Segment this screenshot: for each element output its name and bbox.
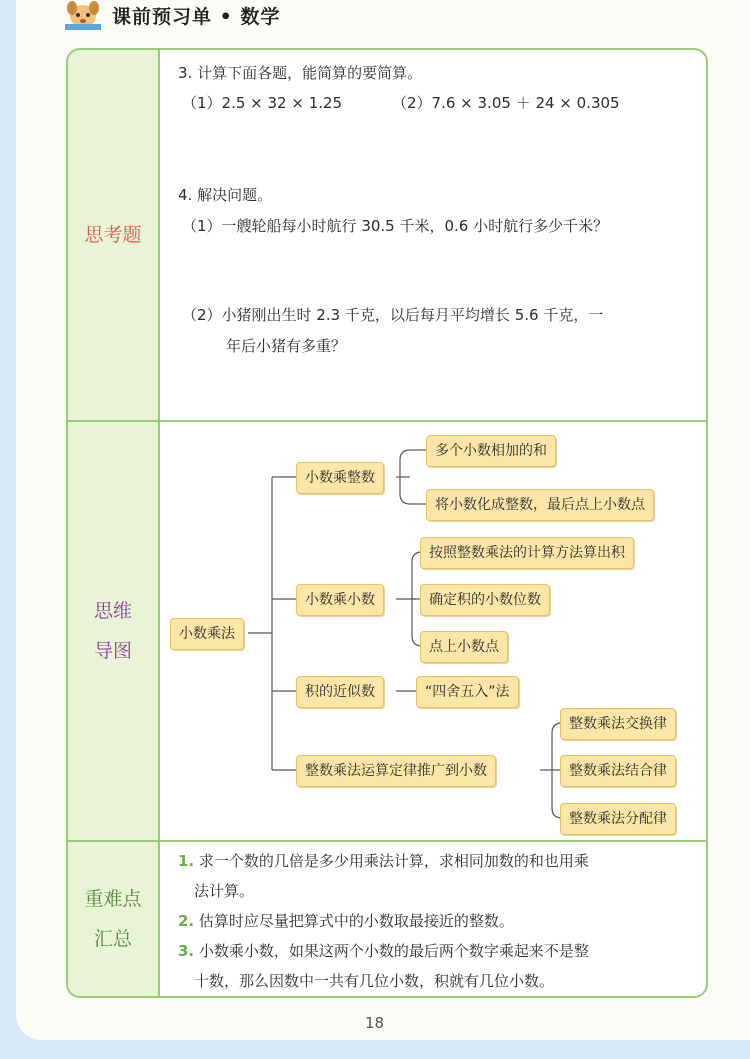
summary-point-3-line-1: [178, 940, 589, 961]
mindmap-branch-2: 小数乘小数: [296, 584, 384, 616]
mindmap-content: [160, 422, 706, 840]
summary-label-line-1: 重难点: [84, 888, 142, 910]
summary-point-3-line-2: 十数，那么因数中一共有几位小数，积就有几位小数。: [194, 972, 555, 990]
summary-point-2: [178, 910, 514, 931]
summary-point-1-text-a: 求一个数的几倍是多少用乘法计算，求相同加数的和也用乘: [198, 852, 589, 870]
mindmap-branch-4-leaf-1: 整数乘法交换律: [560, 708, 676, 740]
page-number: 18: [365, 1014, 385, 1032]
summary-point-1-line-1: [178, 850, 589, 871]
question-4-title: 4. 解决问题。: [178, 186, 273, 204]
mindmap-label-line-2: 导图: [93, 640, 132, 662]
question-3-part-2: （2）7.6 × 3.05 ＋ 24 × 0.305: [392, 94, 620, 112]
summary-point-3-text-a: 小数乘小数，如果这两个小数的最后两个数字乘起来不是整: [198, 942, 589, 960]
mindmap-branch-4-leaf-2: 整数乘法结合律: [560, 755, 676, 787]
summary-section: [68, 842, 706, 996]
summary-label-line-2: 汇总: [93, 928, 132, 950]
thinking-section: [68, 50, 706, 420]
question-4-part-2-line-1: （2）小猪刚出生时 2.3 千克，以后每月平均增长 5.6 千克，一: [182, 306, 604, 324]
mindmap-branch-4-leaf-3: 整数乘法分配律: [560, 803, 676, 835]
mindmap-branch-3: 积的近似数: [296, 676, 384, 708]
thinking-label: 思考题: [84, 224, 142, 246]
question-3-part-1: （1）2.5 × 32 × 1.25: [182, 94, 343, 112]
mindmap-branch-1: 小数乘整数: [296, 462, 384, 494]
mindmap-branch-1-leaf-2: 将小数化成整数，最后点上小数点: [426, 489, 654, 521]
mindmap-branch-2-leaf-2: 确定积的小数位数: [420, 584, 550, 616]
mascot-icon: [62, 0, 104, 32]
summary-label-cell: [68, 842, 160, 996]
thinking-content: [160, 50, 706, 420]
page-header-title: 课前预习单 • 数学: [112, 6, 281, 28]
summary-point-2-text: 估算时应尽量把算式中的小数取最接近的整数。: [198, 912, 514, 930]
summary-point-1-line-2: 法计算。: [194, 882, 255, 900]
question-4-part-2-line-2: 年后小猪有多重？: [226, 337, 347, 355]
mindmap-branch-3-leaf-1: “四舍五入”法: [416, 676, 519, 708]
mindmap-branch-1-leaf-1: 多个小数相加的和: [426, 435, 556, 467]
question-3-title: 3. 计算下面各题，能简算的要简算。: [178, 64, 423, 82]
summary-content: [160, 842, 706, 996]
summary-point-2-number: 2.: [178, 912, 195, 930]
mindmap-label-cell: [68, 422, 160, 840]
mindmap-branch-2-leaf-1: 按照整数乘法的计算方法算出积: [420, 537, 634, 569]
summary-point-1-number: 1.: [178, 852, 195, 870]
thinking-label-cell: [68, 50, 160, 420]
mindmap-section: [68, 422, 706, 840]
mindmap-root-node: 小数乘法: [170, 618, 244, 650]
question-4-part-1: （1）一艘轮船每小时航行 30.5 千米，0.6 小时航行多少千米？: [182, 217, 609, 235]
mindmap-branch-2-leaf-3: 点上小数点: [420, 631, 508, 663]
summary-point-3-number: 3.: [178, 942, 195, 960]
mindmap-label-line-1: 思维: [93, 600, 132, 622]
mindmap-branch-4: 整数乘法运算定律推广到小数: [296, 755, 496, 787]
worksheet-frame: [66, 48, 708, 998]
